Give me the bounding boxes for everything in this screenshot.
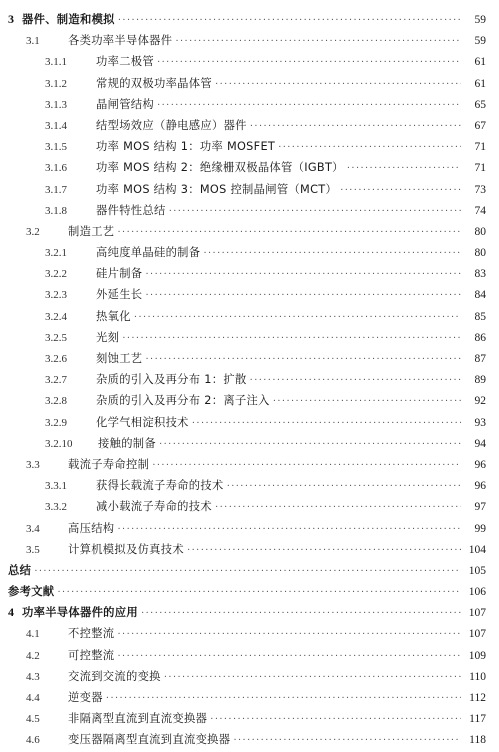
toc-section-entry[interactable]	[8, 115, 486, 136]
toc-entry-title: 高纯度单晶硅的制备	[96, 246, 201, 260]
toc-entry-page-number: 71	[474, 141, 486, 154]
toc-entry-page-number: 117	[469, 713, 486, 726]
toc-section-entry[interactable]	[8, 263, 486, 284]
toc-entry-title: 外延生长	[96, 288, 143, 302]
toc-section-entry[interactable]	[8, 157, 486, 178]
toc-entry-title: 获得长载流子寿命的技术	[96, 479, 224, 493]
dot-leader	[118, 10, 461, 31]
toc-entry-number: 3.1.8	[45, 204, 67, 217]
toc-entry-title: 逆变器	[68, 691, 103, 704]
toc-entry-number: 3.2.2	[45, 268, 67, 281]
toc-entry-page-number: 80	[474, 247, 486, 260]
toc-entry-page-number: 59	[474, 35, 486, 48]
toc-section-entry[interactable]	[8, 179, 486, 200]
dot-leader	[233, 730, 461, 751]
toc-section-entry[interactable]	[8, 136, 486, 157]
toc-entry-title: 载流子寿命控制	[68, 457, 150, 471]
toc-chapter-entry[interactable]	[8, 9, 486, 30]
toc-entry-title: 变压器隔离型直流到直流变换器	[68, 733, 231, 747]
toc-section-entry[interactable]	[8, 51, 486, 72]
toc-entry-number: 3.2.8	[45, 395, 67, 408]
toc-entry-number: 4.3	[26, 670, 40, 683]
toc-entry-title: 杂质的引入及再分布 1：扩散	[96, 373, 247, 387]
toc-entry-page-number: 94	[474, 437, 486, 450]
table-of-contents	[8, 9, 486, 751]
toc-entry-page-number: 71	[474, 162, 486, 175]
dot-leader	[106, 688, 461, 709]
toc-entry-title: 功率 MOS 结构 1：功率 MOSFET	[96, 140, 276, 154]
toc-backmatter-entry[interactable]	[8, 581, 486, 602]
toc-entry-title: 可控整流	[68, 648, 115, 662]
dot-leader	[145, 264, 461, 285]
toc-entry-title: 热氧化	[96, 309, 131, 323]
toc-entry-page-number: 65	[474, 98, 486, 111]
toc-entry-page-number: 96	[474, 480, 486, 493]
toc-section-entry[interactable]	[8, 539, 486, 560]
toc-entry-number: 3.2.5	[45, 331, 67, 344]
toc-section-entry[interactable]	[8, 30, 486, 51]
dot-leader	[159, 434, 461, 455]
toc-entry-page-number: 112	[469, 692, 486, 704]
toc-entry-number: 3.1.7	[45, 183, 67, 196]
dot-leader	[273, 391, 461, 412]
toc-section-entry[interactable]	[8, 242, 486, 263]
dot-leader	[117, 222, 461, 243]
toc-entry-page-number: 99	[474, 522, 486, 535]
toc-backmatter-entry[interactable]	[8, 560, 486, 581]
toc-section-entry[interactable]	[8, 454, 486, 475]
dot-leader	[117, 519, 461, 540]
toc-entry-page-number: 84	[474, 289, 486, 302]
toc-entry-number: 3.4	[26, 522, 40, 535]
toc-entry-number: 4.5	[26, 713, 40, 726]
toc-entry-number: 3.2.10	[45, 437, 73, 450]
dot-leader	[347, 158, 461, 179]
toc-entry-page-number: 110	[469, 670, 486, 683]
toc-entry-page-number: 107	[468, 607, 486, 620]
toc-section-entry[interactable]	[8, 645, 486, 666]
toc-entry-number: 3.1.6	[45, 162, 67, 175]
toc-section-entry[interactable]	[8, 369, 486, 390]
toc-entry-number: 3.3.1	[45, 480, 67, 493]
toc-entry-page-number: 83	[474, 268, 486, 281]
dot-leader	[250, 370, 461, 391]
toc-entry-title: 功率 MOS 结构 2：绝缘栅双极晶体管（IGBT）	[96, 161, 344, 175]
toc-entry-number: 4.4	[26, 692, 40, 704]
toc-entry-page-number: 61	[474, 77, 486, 90]
dot-leader	[141, 603, 461, 624]
toc-entry-page-number: 59	[474, 14, 486, 26]
toc-entry-number: 3.1.5	[45, 141, 67, 154]
toc-entry-page-number: 106	[468, 586, 486, 599]
toc-section-entry[interactable]	[8, 284, 486, 305]
toc-section-entry[interactable]	[8, 433, 486, 454]
dot-leader	[145, 349, 461, 370]
toc-section-entry[interactable]	[8, 390, 486, 411]
toc-entry-page-number: 118	[469, 734, 486, 747]
toc-section-entry[interactable]	[8, 73, 486, 94]
dot-leader	[192, 413, 461, 434]
toc-entry-number: 3.1.3	[45, 98, 67, 111]
toc-entry-title: 各类功率半导体器件	[68, 34, 173, 48]
dot-leader	[164, 667, 461, 688]
dot-leader	[117, 646, 461, 667]
toc-entry-title: 光刻	[96, 330, 120, 344]
dot-leader	[134, 307, 461, 328]
toc-entry-title: 硅片制备	[96, 267, 143, 281]
toc-section-entry[interactable]	[8, 475, 486, 496]
toc-entry-page-number: 87	[474, 353, 486, 365]
toc-entry-number: 3.5	[26, 543, 40, 556]
toc-entry-title: 交流到交流的变换	[68, 669, 161, 683]
toc-entry-number: 3.1.4	[45, 119, 67, 132]
toc-entry-title: 不控整流	[68, 627, 115, 641]
dot-leader	[227, 476, 461, 497]
dot-leader	[340, 180, 461, 201]
dot-leader	[157, 95, 461, 116]
toc-entry-page-number: 86	[474, 331, 486, 344]
toc-entry-page-number: 67	[474, 119, 486, 132]
toc-entry-title: 接触的制备	[98, 436, 156, 450]
toc-entry-number: 3.3	[26, 458, 40, 471]
toc-entry-number: 3.2.3	[45, 289, 67, 302]
dot-leader	[169, 201, 461, 222]
toc-section-entry[interactable]	[8, 666, 486, 687]
toc-entry-number: 4.1	[26, 628, 40, 641]
dot-leader	[278, 137, 461, 158]
toc-entry-page-number: 96	[474, 458, 486, 471]
dot-leader	[34, 561, 461, 582]
toc-entry-number: 3	[8, 12, 14, 26]
dot-leader	[187, 540, 461, 561]
toc-entry-title: 器件、制造和模拟	[22, 13, 115, 26]
toc-entry-number: 4.2	[26, 649, 40, 662]
toc-entry-number: 3.2.9	[45, 416, 67, 429]
toc-entry-title: 减小载流子寿命的技术	[96, 500, 212, 514]
toc-entry-title: 功率半导体器件的应用	[22, 606, 138, 620]
toc-entry-number: 3.1	[26, 35, 40, 48]
toc-entry-title: 化学气相淀积技术	[96, 415, 189, 429]
toc-entry-number: 4	[8, 605, 14, 620]
toc-entry-number: 3.2.1	[45, 247, 67, 260]
toc-entry-page-number: 105	[468, 564, 486, 577]
toc-entry-page-number: 74	[474, 204, 486, 217]
toc-entry-page-number: 93	[474, 416, 486, 429]
dot-leader	[250, 116, 461, 137]
toc-section-entry[interactable]	[8, 518, 486, 539]
toc-entry-number: 3.1.2	[45, 77, 67, 90]
dot-leader	[203, 243, 461, 264]
dot-leader	[210, 709, 461, 730]
dot-leader	[215, 497, 461, 518]
dot-leader	[175, 31, 461, 52]
toc-entry-number: 4.6	[26, 734, 40, 747]
toc-section-entry[interactable]	[8, 221, 486, 242]
toc-section-entry[interactable]	[8, 496, 486, 517]
toc-entry-page-number: 61	[474, 56, 486, 69]
dot-leader	[215, 74, 461, 95]
toc-entry-number: 3.2.6	[45, 353, 67, 365]
toc-section-entry[interactable]	[8, 708, 486, 729]
toc-section-entry[interactable]	[8, 412, 486, 433]
toc-entry-number: 3.2	[26, 225, 40, 238]
toc-entry-title: 非隔离型直流到直流变换器	[68, 712, 208, 726]
toc-entry-page-number: 97	[474, 501, 486, 514]
dot-leader	[122, 328, 461, 349]
toc-entry-page-number: 92	[474, 395, 486, 408]
toc-section-entry[interactable]	[8, 623, 486, 644]
toc-entry-title: 常规的双极功率晶体管	[96, 76, 212, 90]
toc-entry-number: 3.2.7	[45, 374, 67, 387]
toc-entry-number: 3.1.1	[45, 56, 67, 69]
toc-section-entry[interactable]	[8, 200, 486, 221]
toc-chapter-entry[interactable]	[8, 602, 486, 623]
dot-leader	[157, 52, 461, 73]
toc-entry-page-number: 73	[474, 183, 486, 196]
dot-leader	[117, 624, 461, 645]
toc-section-entry[interactable]	[8, 729, 486, 750]
toc-entry-title: 参考文献	[8, 585, 55, 599]
toc-entry-title: 计算机模拟及仿真技术	[68, 542, 184, 556]
dot-leader	[57, 582, 461, 603]
toc-entry-number: 3.2.4	[45, 310, 67, 323]
toc-section-entry[interactable]	[8, 687, 486, 708]
toc-entry-page-number: 85	[474, 310, 486, 323]
toc-section-entry[interactable]	[8, 327, 486, 348]
toc-entry-page-number: 107	[468, 628, 486, 641]
toc-entry-title: 刻蚀工艺	[96, 352, 143, 365]
toc-entry-page-number: 89	[474, 374, 486, 387]
toc-entry-page-number: 80	[474, 225, 486, 238]
toc-entry-page-number: 109	[468, 649, 486, 662]
dot-leader	[152, 455, 461, 476]
toc-entry-title: 功率 MOS 结构 3：MOS 控制晶闸管（MCT）	[96, 182, 338, 196]
toc-entry-title: 总结	[8, 563, 32, 577]
toc-section-entry[interactable]	[8, 94, 486, 115]
toc-entry-title: 杂质的引入及再分布 2：离子注入	[96, 394, 270, 408]
toc-entry-page-number: 104	[468, 543, 486, 556]
toc-entry-title: 器件特性总结	[96, 203, 166, 217]
toc-entry-title: 晶闸管结构	[96, 97, 154, 111]
toc-section-entry[interactable]	[8, 306, 486, 327]
toc-entry-number: 3.3.2	[45, 501, 67, 514]
toc-section-entry[interactable]	[8, 348, 486, 369]
dot-leader	[145, 285, 461, 306]
toc-entry-title: 结型场效应（静电感应）器件	[96, 118, 247, 132]
toc-entry-title: 制造工艺	[68, 224, 115, 238]
toc-entry-title: 高压结构	[68, 521, 115, 535]
toc-entry-title: 功率二极管	[96, 55, 154, 69]
